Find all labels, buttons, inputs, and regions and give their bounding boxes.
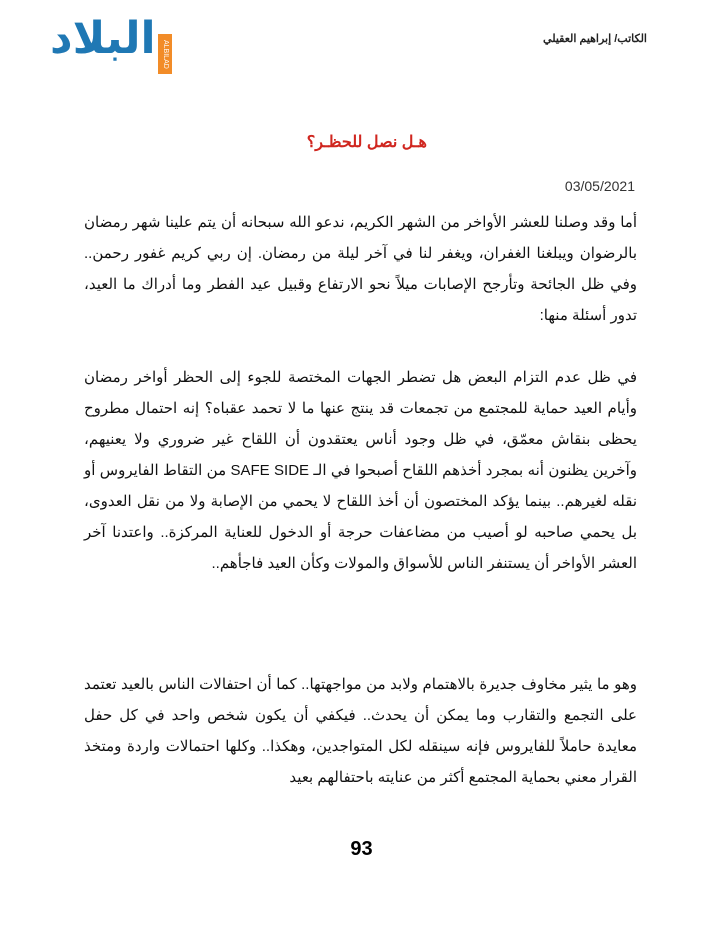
logo-sub-label: ALBILAD: [158, 34, 172, 74]
paragraph-text: أما وقد وصلنا للعشر الأواخر من الشهر الكريم، ندعو الله سبحانه أن يتم علينا شهر رمضان بالرضوان ويبلغنا الغفران، ويغفر لنا في آخر ليلة من رمضان. إن ربي كريم غفور رحمن.. وفي ظل الجائحة وتأرجح الإصابات ميلاً نحو الارتفاع وقبيل عيد الفطر وما أدراك ما العيد، تدور أسئلة منها:: [84, 214, 637, 324]
logo-wordmark: البلاد: [50, 13, 156, 64]
article-paragraph-1: [84, 207, 637, 331]
paragraph-text: وهو ما يثير مخاوف جديرة بالاهتمام ولابد من مواجهتها.. كما أن احتفالات الناس بالعيد تعتمد على التجمع والتقارب وما يمكن أن يحدث.. فيكفي أن يكون شخص واحد في كل حفل معايدة حاملاً للفايروس فإنه سينقله لكل المتواجدين، وهكذا.. وكلها احتمالات واردة ومتخذ القرار معني بحماية المجتمع أكثر من عنايته باحتفالهم بعيد: [84, 676, 637, 786]
article-paragraph-3: [84, 669, 637, 793]
article-title: هـل نصل للحظـر؟: [306, 134, 427, 151]
albilad-logo: [50, 13, 174, 69]
page-number: 93: [350, 838, 373, 860]
article-date: 03/05/2021: [564, 178, 635, 194]
article-paragraph-2: [84, 362, 637, 579]
paragraph-text: في ظل عدم التزام البعض هل تضطر الجهات المختصة للجوء إلى الحظر أواخر رمضان وأيام العيد حماية للمجتمع من تجمعات قد ينتج عنها ما لا تحمد عقباه؟ إنه احتمال مطروح يحظى بنقاش معمّق، في ظل وجود أناس يعتقدون أن اللقاح غير ضروري ولا يعنيهم، وآخرين يظنون أنه بمجرد أخذهم اللقاح أصبحوا في الـ SAFE SIDE من التقاط الفايروس أو نقله لغيرهم.. بينما يؤكد المختصون أن أخذ اللقاح لا يحمي من الإصابة ولا من نقل العدوى، بل يحمي صاحبه لو أصيب من مضاعفات حرجة أو الدخول للعناية المركزة.. واعتدنا آخر العشر الأواخر أن يستنفر الناس للأسواق والمولات وكأن العيد فاجأهم..: [84, 369, 637, 572]
author-byline: الكاتب/ إبراهيم العقيلي: [543, 33, 647, 45]
